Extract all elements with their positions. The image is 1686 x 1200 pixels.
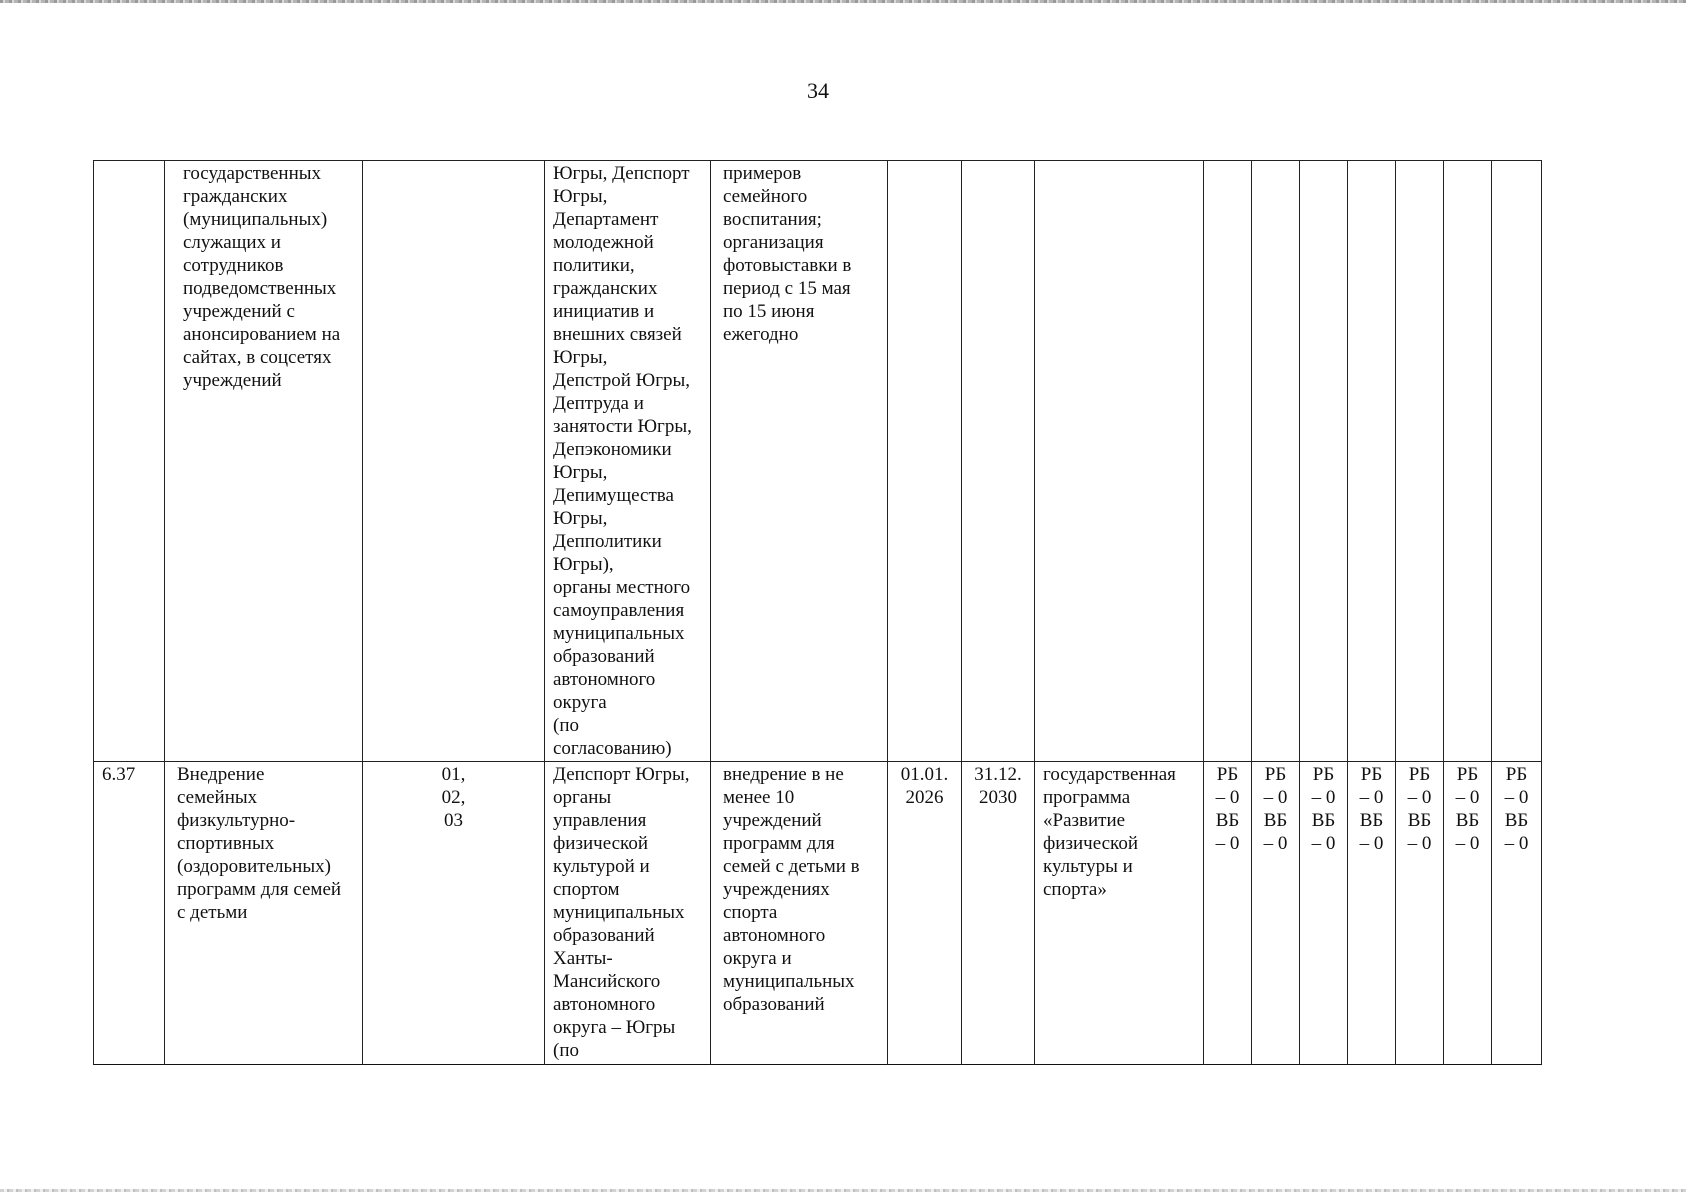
cell-finance	[1396, 161, 1444, 762]
cell-end-date: 31.12. 2030	[962, 762, 1035, 1065]
cell-finance	[1204, 161, 1252, 762]
cell-code	[363, 161, 545, 762]
table-row	[94, 161, 1542, 762]
cell-finance: РБ – 0 ВБ – 0	[1204, 762, 1252, 1065]
cell-program	[1035, 161, 1204, 762]
cell-finance: РБ – 0 ВБ – 0	[1396, 762, 1444, 1065]
cell-result: внедрение в не менее 10 учреждений программ для семей с детьми в учреждениях спорта автономного округа и муниципальных образований	[711, 762, 888, 1065]
cell-finance	[1348, 161, 1396, 762]
cell-number	[94, 161, 165, 762]
cell-name: Внедрение семейных физкультурно- спортивных (оздоровительных) программ для семей с детьми	[165, 762, 363, 1065]
cell-finance: РБ – 0 ВБ – 0	[1252, 762, 1300, 1065]
cell-finance: РБ – 0 ВБ – 0	[1444, 762, 1492, 1065]
cell-finance	[1444, 161, 1492, 762]
cell-code: 01, 02, 03	[363, 762, 545, 1065]
cell-finance: РБ – 0 ВБ – 0	[1300, 762, 1348, 1065]
cell-start-date	[888, 161, 962, 762]
cell-end-date	[962, 161, 1035, 762]
cell-result: примеров семейного воспитания; организация фотовыставки в период с 15 мая по 15 июня ежегодно	[711, 161, 888, 762]
measures-table	[93, 160, 1542, 1065]
cell-finance: РБ – 0 ВБ – 0	[1348, 762, 1396, 1065]
scan-edge-bottom	[0, 1189, 1686, 1192]
cell-finance	[1252, 161, 1300, 762]
cell-name: государственных гражданских (муниципальных) служащих и сотрудников подведомственных учреждений с анонсированием на сайтах, в соцсетях учреждений	[165, 161, 363, 762]
cell-number: 6.37	[94, 762, 165, 1065]
cell-finance: РБ – 0 ВБ – 0	[1492, 762, 1542, 1065]
page-number: 34	[807, 78, 829, 103]
table-row	[94, 762, 1542, 1065]
scan-edge-top	[0, 0, 1686, 3]
cell-program: государственная программа «Развитие физической культуры и спорта»	[1035, 762, 1204, 1065]
cell-finance	[1492, 161, 1542, 762]
cell-executors: Депспорт Югры, органы управления физической культурой и спортом муниципальных образований Ханты- Мансийского автономного округа – Югры (по	[545, 762, 711, 1065]
cell-finance	[1300, 161, 1348, 762]
cell-executors: Югры, Депспорт Югры, Департамент молодежной политики, гражданских инициатив и внешних связей Югры, Депстрой Югры, Дептруда и занятости Югры, Депэкономики Югры, Депимущества Югры, Депполитики Югры), органы местного самоуправления муниципальных образований автономного округа (по согласованию)	[545, 161, 711, 762]
cell-start-date: 01.01. 2026	[888, 762, 962, 1065]
